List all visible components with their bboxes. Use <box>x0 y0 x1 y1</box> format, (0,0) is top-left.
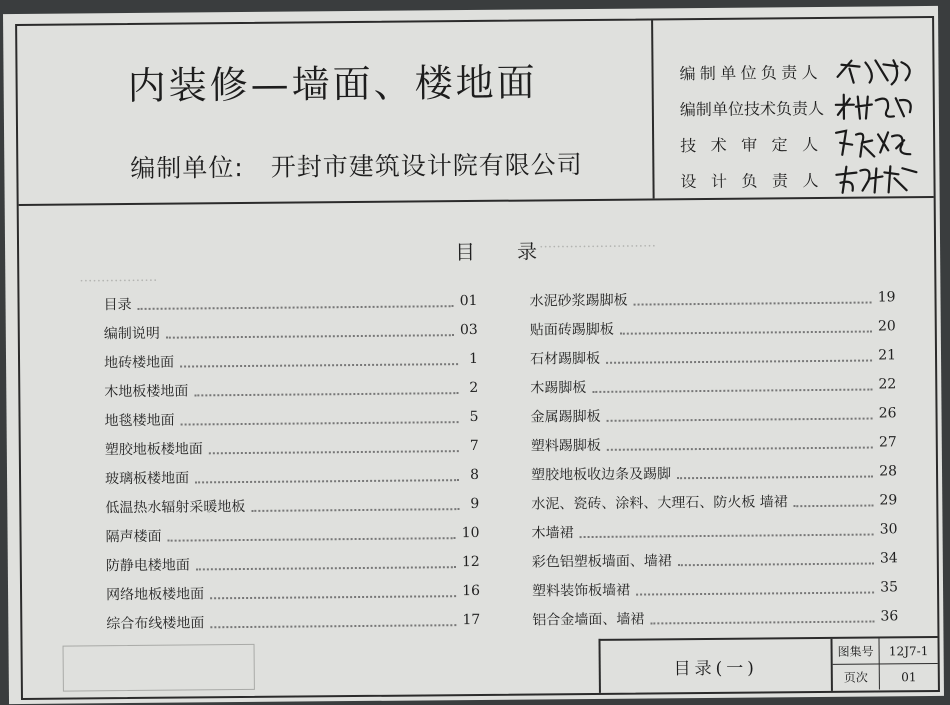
dot-leader <box>794 504 874 507</box>
toc-entry-page: 03 <box>459 321 478 338</box>
toc-entry-label: 彩色铝塑板墙面、墙裙 <box>531 552 672 570</box>
toc-entry-label: 玻璃板楼地面 <box>104 469 190 487</box>
page-number: 01 <box>901 669 917 684</box>
compiling-unit <box>130 145 583 185</box>
toc-entry-label: 塑料装饰板墙裙 <box>531 582 631 599</box>
toc-entry-label: 目录 <box>103 296 132 313</box>
compiler-name: 开封市建筑设计院有限公司 <box>270 150 583 182</box>
toc-entry-label: 地毯楼地面 <box>104 412 175 429</box>
dot-leader <box>580 533 874 538</box>
dot-leader <box>138 305 454 310</box>
dot-leader <box>251 508 459 512</box>
toc-entry-label: 水泥、瓷砖、涂料、大理石、防火板 墙裙 <box>531 493 788 513</box>
signoff-role: 编 制 单 位 负 责 人 <box>679 62 818 83</box>
toc-entry-label: 隔声楼面 <box>105 528 162 545</box>
toc-entry-label: 贴面砖踢脚板 <box>529 321 614 339</box>
dot-leader <box>592 388 872 392</box>
toc-entry-label: 木地板楼地面 <box>104 382 189 400</box>
toc-entry-page: 10 <box>461 524 480 541</box>
atlas-number-row <box>832 638 937 665</box>
bleed-through-titleblock <box>63 644 255 692</box>
atlas-number-label: 图集号 <box>832 638 879 663</box>
dot-leader <box>677 475 873 479</box>
drawing-frame <box>15 16 940 700</box>
signoff-role: 技 术 审 定 人 <box>680 134 819 155</box>
toc-entry <box>530 311 896 343</box>
toc-entry <box>106 547 480 579</box>
page-title: 内装修—墙面、楼地面 <box>127 60 538 109</box>
toc-entry-label: 铝合金墙面、墙裙 <box>532 611 645 628</box>
page-number-label: 页次 <box>833 664 880 689</box>
title-area <box>17 20 649 203</box>
toc-entry-label: 网络地板楼地面 <box>106 585 205 603</box>
toc-entry-label: 综合布线楼地面 <box>106 614 205 632</box>
toc-entry-page: 01 <box>459 292 478 309</box>
dot-leader <box>636 591 874 595</box>
toc-entry <box>104 344 478 376</box>
toc-entry-page: 22 <box>878 375 897 392</box>
toc-entry-page: 26 <box>878 404 897 421</box>
dot-leader <box>209 450 459 454</box>
title-block <box>598 636 937 693</box>
handwritten-signature <box>831 54 921 87</box>
dot-leader <box>196 566 456 570</box>
toc-entry-label: 低温热水辐射采暖地板 <box>105 498 246 516</box>
toc-entry-page: 20 <box>877 317 896 334</box>
atlas-number: 12J7-1 <box>888 643 929 658</box>
toc-entry-label: 地砖楼地面 <box>103 354 175 371</box>
toc-entry <box>531 427 897 459</box>
toc-right-column <box>529 282 898 633</box>
toc-entry <box>532 572 898 604</box>
signoff-box <box>651 18 934 198</box>
toc-entry <box>104 402 478 434</box>
dot-leader <box>181 421 459 425</box>
toc-entry-page: 35 <box>880 578 899 595</box>
signoff-row <box>679 54 921 88</box>
toc-entry-page: 7 <box>469 437 479 454</box>
toc-entry-label: 石材踢脚板 <box>529 350 601 368</box>
toc-entry-page: 17 <box>462 611 481 628</box>
toc-entry-page: 28 <box>879 462 898 479</box>
handwritten-signature <box>832 126 922 159</box>
sheet-name: 目录(一) <box>600 639 832 693</box>
toc-entry-label: 木踢脚板 <box>530 379 587 397</box>
bleed-through-text: ……………………… <box>538 235 657 252</box>
compiler-label: 编制单位: <box>130 152 244 183</box>
toc-entry-page: 34 <box>879 549 898 566</box>
toc-entry <box>106 605 480 637</box>
toc-entry <box>105 431 479 463</box>
toc-entry-label: 塑胶地板楼地面 <box>104 440 203 458</box>
dot-leader <box>210 624 456 628</box>
toc-entry <box>530 340 896 372</box>
toc-entry <box>532 543 898 575</box>
toc-entry-page: 36 <box>880 607 899 624</box>
toc-entry <box>105 489 479 521</box>
header <box>17 18 934 206</box>
toc-entry-page: 8 <box>470 466 480 483</box>
dot-leader <box>620 330 872 334</box>
toc-entry-label: 塑料踢脚板 <box>530 437 601 455</box>
bleed-through-text: ……………… <box>79 269 158 286</box>
dot-leader <box>168 537 456 542</box>
signoff-role: 编 制 单 位 技 术 负 责 人 <box>679 98 825 119</box>
drawing-sheet <box>3 6 944 704</box>
toc-entry-page: 9 <box>470 495 480 512</box>
dot-leader <box>634 301 872 305</box>
toc-entry-page: 2 <box>469 379 479 396</box>
toc-entry-page: 19 <box>877 288 896 305</box>
signoff-role: 设 计 负 责 人 <box>680 170 819 191</box>
toc-entry <box>531 485 897 517</box>
toc-entry <box>105 518 479 550</box>
toc-entry-page: 27 <box>878 433 897 450</box>
toc-entry <box>530 369 896 401</box>
handwritten-signature <box>832 162 922 195</box>
toc-entry-label: 木墙裙 <box>531 524 574 541</box>
dot-leader <box>180 363 458 367</box>
handwritten-signature <box>832 90 922 123</box>
signoff-row <box>680 162 922 196</box>
dot-leader <box>650 620 874 624</box>
toc-entry-page: 12 <box>461 553 480 570</box>
page-number-row <box>833 664 938 690</box>
toc-entry <box>531 514 897 546</box>
toc-entry <box>104 315 478 347</box>
toc-left-column <box>103 286 480 637</box>
toc-entry-page: 5 <box>469 408 479 425</box>
dot-leader <box>607 446 873 450</box>
toc-heading: 目录 <box>454 239 580 265</box>
toc-entry-page: 29 <box>879 491 898 508</box>
toc-entry <box>105 460 479 492</box>
toc-entry-label: 金属踢脚板 <box>530 408 601 426</box>
toc-entry <box>529 282 895 314</box>
dot-leader <box>606 359 872 363</box>
toc-entry <box>106 576 480 608</box>
toc-entry-page: 1 <box>469 350 479 367</box>
toc-entry-label: 水泥砂浆踢脚板 <box>529 292 628 310</box>
toc-entry <box>104 373 478 405</box>
toc-entry-label: 塑胶地板收边条及踢脚 <box>530 465 672 484</box>
dot-leader <box>166 334 454 339</box>
signoff-row <box>680 126 922 160</box>
toc-entry-label: 防静电楼地面 <box>105 556 190 574</box>
toc-entry <box>532 601 898 633</box>
dot-leader <box>607 417 873 421</box>
toc-entry <box>103 286 477 318</box>
dot-leader <box>678 562 874 566</box>
toc-entry-label: 编制说明 <box>103 325 160 342</box>
toc-entry-page: 16 <box>462 582 481 599</box>
dot-leader <box>195 479 459 483</box>
toc-entry <box>530 398 896 430</box>
dot-leader <box>210 595 456 599</box>
dot-leader <box>194 392 458 396</box>
toc-entry-page: 21 <box>878 346 897 363</box>
signoff-row <box>680 90 922 124</box>
toc-entry <box>531 456 897 488</box>
toc-entry-page: 30 <box>879 520 898 537</box>
